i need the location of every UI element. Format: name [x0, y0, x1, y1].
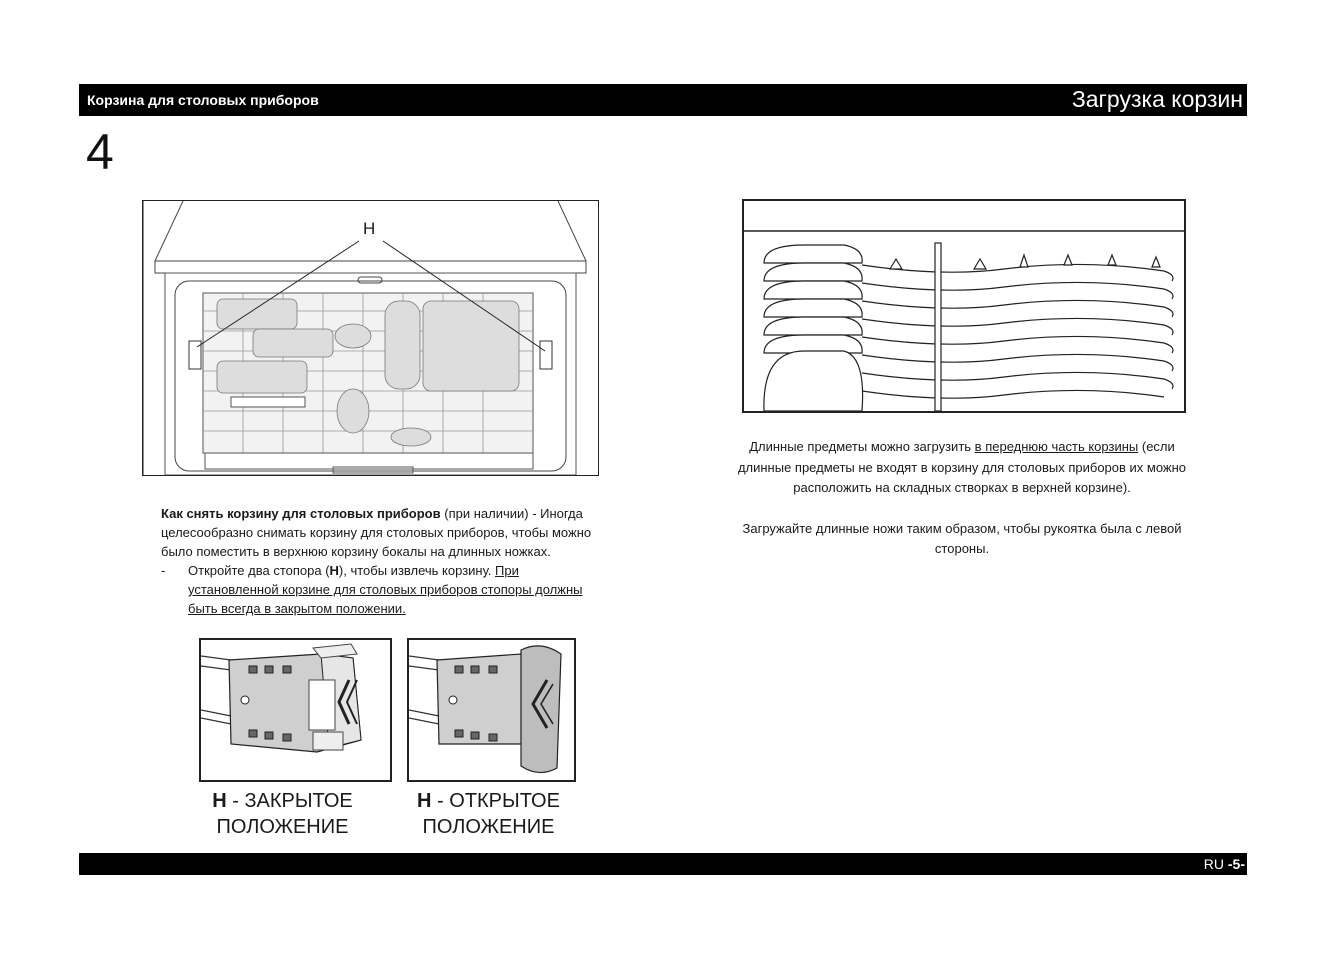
instructions-paragraph: [161, 504, 603, 561]
instructions-body: (при наличии) - Иногда целесообразно снимать корзину для столовых приборов, чтобы можно было поместить в верхнюю корзину бокалы на длинных ножках.: [161, 506, 592, 559]
long-items-before: Длинные предметы можно загрузить: [749, 439, 975, 454]
bullet-text-before: Откройте два стопора (: [188, 563, 330, 578]
long-items-paragraph: [732, 437, 1192, 499]
instructions-bullet: [161, 561, 603, 618]
long-items-underlined: в переднюю часть корзины: [974, 439, 1139, 454]
long-items-after: (если длинные предметы не входят в корзину для столовых приборов их можно расположить на складных створках в верхней корзине).: [737, 439, 1187, 495]
caption-closed-text: - ЗАКРЫТОЕ ПОЛОЖЕНИЕ: [216, 790, 353, 838]
footer-page-num: -5-: [1227, 856, 1245, 872]
knives-paragraph: Загружайте длинные ножи таким образом, чтобы рукоятка была с левой стороны.: [742, 520, 1182, 556]
caption-closed-letter: H: [212, 790, 227, 812]
removal-instructions: [161, 504, 603, 618]
cutlery-basket-illustration: [142, 200, 599, 476]
footer-bar: [79, 853, 1247, 875]
long-items-instructions: [732, 437, 1192, 580]
page-number: [1204, 853, 1245, 875]
caption-closed-position: [190, 788, 375, 840]
bullet-underlined-warning: При установленной корзине для столовых приборов стопоры должны быть всегда в закрытом положении.: [188, 563, 583, 616]
footer-lang: RU: [1203, 856, 1228, 872]
stopper-open-illustration: [407, 638, 576, 782]
chapter-title: Загрузка корзин: [1071, 86, 1243, 112]
bullet-text-after: ), чтобы извлечь корзину.: [338, 563, 496, 578]
bullet-dash: -: [161, 563, 166, 578]
section-title: Корзина для столовых приборов: [87, 92, 319, 108]
caption-open-position: [396, 788, 581, 840]
stopper-closed-illustration: [199, 638, 392, 782]
bullet-bold-h: H: [329, 563, 339, 578]
header-bar: [79, 84, 1247, 116]
caption-open-text: - ОТКРЫТОЕ ПОЛОЖЕНИЕ: [422, 790, 560, 838]
bullet-text: [188, 561, 603, 618]
callout-label-h: H: [363, 219, 376, 238]
step-number: 4: [86, 124, 114, 180]
caption-open-letter: H: [417, 790, 432, 812]
long-knives-illustration: [742, 199, 1186, 413]
instructions-heading: Как снять корзину для столовых приборов: [161, 506, 441, 521]
